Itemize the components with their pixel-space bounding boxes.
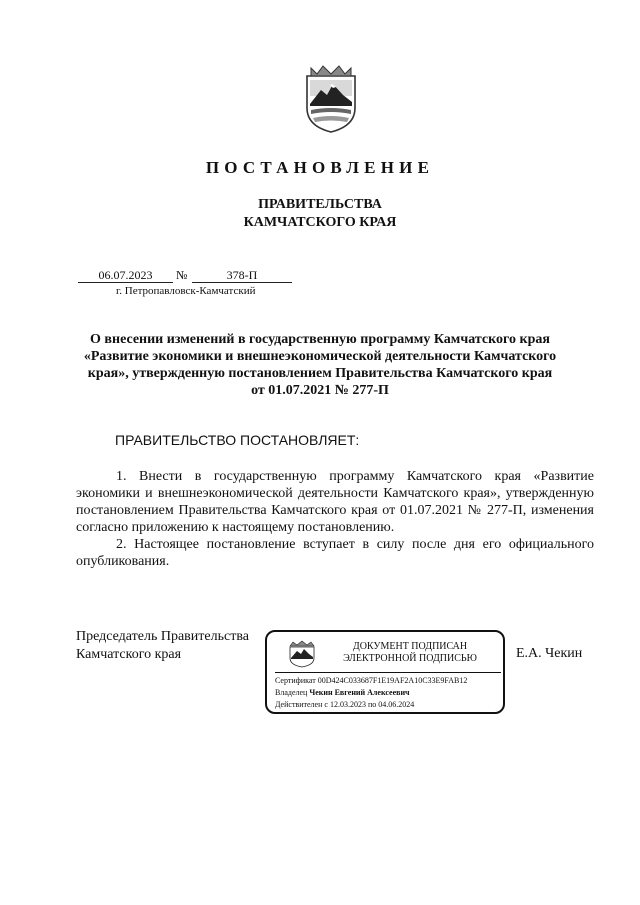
stamp-title-line-1: ДОКУМЕНТ ПОДПИСАН xyxy=(352,641,468,652)
validity-from-word: с xyxy=(324,700,328,709)
stamp-certificate-row xyxy=(275,676,467,685)
government-heading-line-1: ПРАВИТЕЛЬСТВА xyxy=(258,197,382,212)
certificate-value: 00D424C033687F1E19AF2A10C33E9FAB12 xyxy=(317,676,468,685)
stamp-divider xyxy=(275,672,501,673)
validity-to-date: 04.06.2024 xyxy=(378,700,415,709)
stamp-title-line-2: ЭЛЕКТРОННОЙ ПОДПИСЬЮ xyxy=(343,653,477,664)
title-line-1: О внесении изменений в государственную программу Камчатского края xyxy=(90,332,550,347)
paragraph-2: 2. Настоящее постановление вступает в силу после дня его официального опубликования. xyxy=(76,537,594,569)
signatory-position-line-2: Камчатского края xyxy=(76,647,182,662)
validity-from-date: 12.03.2023 xyxy=(329,700,366,709)
document-body xyxy=(76,468,594,570)
owner-label: Владелец xyxy=(275,688,308,697)
stamp-emblem-icon xyxy=(287,640,317,668)
paragraph-1: 1. Внести в государственную программу Камчатского края «Развитие экономики и внешнеэкономической деятельности Камчатского края», утвержденную постановлением Правительства Камчатского края от 01.07.2021 № 277-П, изменения согласно приложению к настоящему постановлению. xyxy=(76,469,594,535)
government-heading xyxy=(0,196,640,232)
owner-value: Чекин Евгений Алексеевич xyxy=(309,688,410,697)
document-number: 378-П xyxy=(192,268,292,283)
document-title xyxy=(64,331,576,399)
validity-to-word: по xyxy=(367,700,377,709)
electronic-signature-stamp xyxy=(265,630,505,714)
validity-label: Действителен xyxy=(275,700,323,709)
title-line-4: от 01.07.2021 № 277-П xyxy=(251,383,389,398)
document-date: 06.07.2023 xyxy=(78,268,173,283)
certificate-label: Сертификат xyxy=(275,676,316,685)
kamchatka-coat-of-arms-icon xyxy=(303,62,359,134)
title-line-3: края», утвержденную постановлением Правительства Камчатского края xyxy=(87,366,553,381)
government-heading-line-2: КАМЧАТСКОГО КРАЯ xyxy=(243,215,397,230)
signatory-name: Е.А. Чекин xyxy=(516,646,583,661)
document-city: г. Петропавловск-Камчатский xyxy=(116,285,256,297)
stamp-validity-row xyxy=(275,700,414,709)
signatory-position xyxy=(76,628,249,664)
stamp-owner-row xyxy=(275,688,410,697)
number-sign: № xyxy=(176,268,188,282)
stamp-title xyxy=(325,641,495,665)
document-registration xyxy=(78,268,338,300)
signatory-position-line-1: Председатель Правительства xyxy=(76,629,249,644)
decree-statement: ПРАВИТЕЛЬСТВО ПОСТАНОВЛЯЕТ: xyxy=(115,432,360,448)
document-type-heading: ПОСТАНОВЛЕНИЕ xyxy=(205,158,435,177)
title-line-2: «Развитие экономики и внешнеэкономической деятельности Камчатского xyxy=(83,349,557,364)
